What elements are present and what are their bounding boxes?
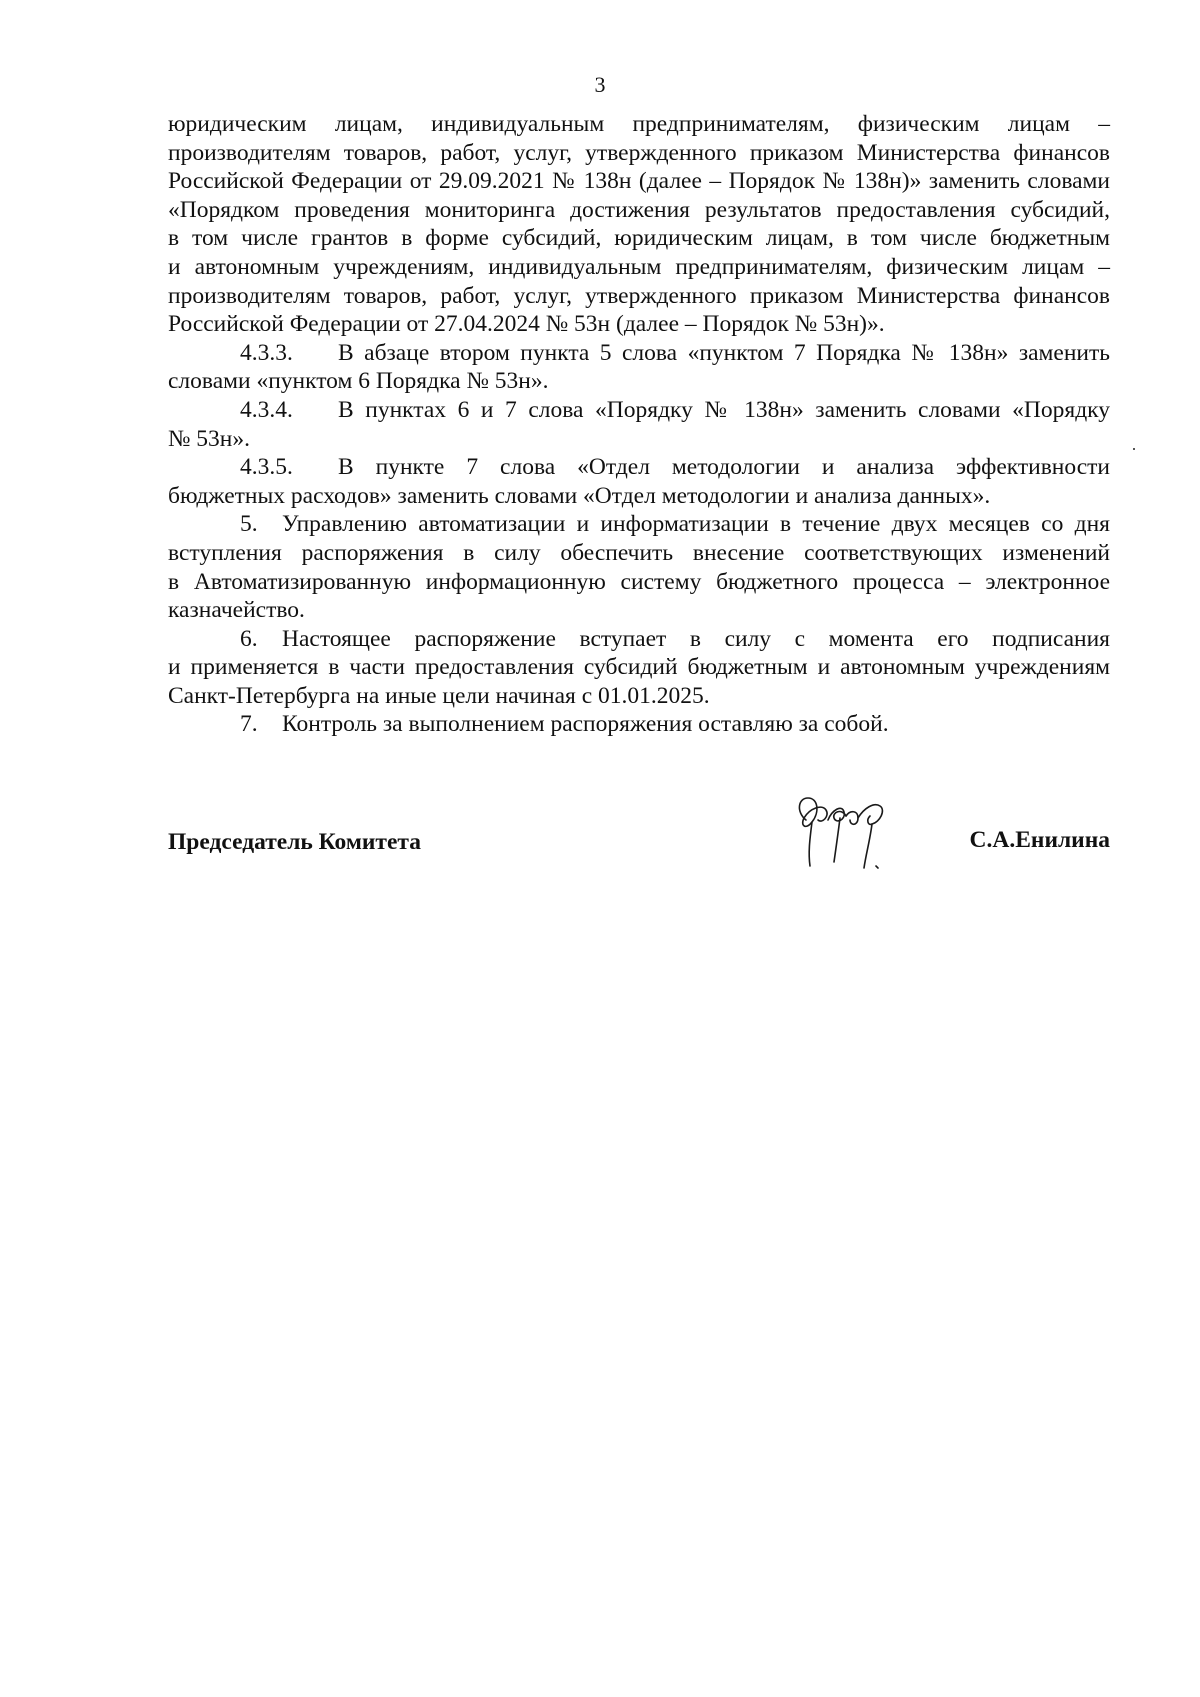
- text-line: в Автоматизированную информационную систему бюджетного процесса – электронное: [168, 568, 1110, 595]
- paragraph-4-3-4: [168, 396, 1110, 425]
- scan-speck: [1133, 448, 1135, 450]
- text-line: Санкт-Петербурга на иные цели начиная с 01.01.2025.: [168, 682, 710, 709]
- paragraph-5: [168, 510, 1110, 539]
- text-line: и автономным учреждениям, индивидуальным предпринимателям, физическим лицам –: [168, 253, 1110, 280]
- text-line: производителям товаров, работ, услуг, утвержденного приказом Министерства финансов: [168, 139, 1110, 166]
- paragraph-4-3-5: [168, 453, 1110, 482]
- text-line: производителям товаров, работ, услуг, утвержденного приказом Министерства финансов: [168, 282, 1110, 309]
- paragraph-text: В абзаце втором пункта 5 слова «пунктом 7 Порядка № 138н» заменить: [338, 339, 1110, 366]
- paragraph-7: [168, 710, 1110, 739]
- paragraph-number: 4.3.5.: [240, 454, 293, 481]
- text-line: в том числе грантов в форме субсидий, юридическим лицам, в том числе бюджетным: [168, 225, 1110, 252]
- paragraph-text: Контроль за выполнением распоряжения оставляю за собой.: [282, 711, 889, 738]
- text-line: «Порядком проведения мониторинга достижения результатов предоставления субсидий,: [168, 196, 1110, 223]
- paragraph-number: 4.3.4.: [240, 396, 293, 423]
- signer-name: С.А.Енилина: [969, 827, 1110, 853]
- text-line: бюджетных расходов» заменить словами «Отдел методологии и анализа данных».: [168, 482, 991, 509]
- text-line: № 53н».: [168, 425, 250, 452]
- paragraph-4-3-3: [168, 339, 1110, 368]
- text-line: вступления распоряжения в силу обеспечить внесение соответствующих изменений: [168, 539, 1110, 566]
- paragraph-text: Настоящее распоряжение вступает в силу с момента его подписания: [282, 625, 1110, 652]
- paragraph-number: 4.3.3.: [240, 339, 293, 366]
- paragraph-6: [168, 625, 1110, 654]
- signer-title: Председатель Комитета: [168, 829, 421, 855]
- document-body: [168, 110, 1110, 739]
- text-line: Российской Федерации от 29.09.2021 № 138н (далее – Порядок № 138н)» заменить словами: [168, 168, 1110, 195]
- paragraph-number: 5.: [240, 511, 258, 538]
- text-line: казначейство.: [168, 597, 305, 624]
- paragraph-text: Управлению автоматизации и информатизации в течение двух месяцев со дня: [282, 511, 1110, 538]
- text-line: и применяется в части предоставления субсидий бюджетным и автономным учреждениям: [168, 654, 1110, 681]
- text-line: Российской Федерации от 27.04.2024 № 53н (далее – Порядок № 53н)».: [168, 311, 885, 338]
- paragraph-text: В пункте 7 слова «Отдел методологии и анализа эффективности: [338, 454, 1110, 481]
- paragraph-number: 6.: [240, 625, 258, 652]
- text-line: словами «пунктом 6 Порядка № 53н».: [168, 368, 549, 395]
- text-line: юридическим лицам, индивидуальным предпринимателям, физическим лицам –: [168, 111, 1110, 137]
- paragraph-number: 7.: [240, 711, 258, 738]
- paragraph-text: В пунктах 6 и 7 слова «Порядку № 138н» заменить словами «Порядку: [338, 396, 1110, 423]
- signature-block: [168, 790, 1110, 880]
- page-number: 3: [594, 72, 606, 97]
- handwritten-signature-icon: [788, 790, 898, 878]
